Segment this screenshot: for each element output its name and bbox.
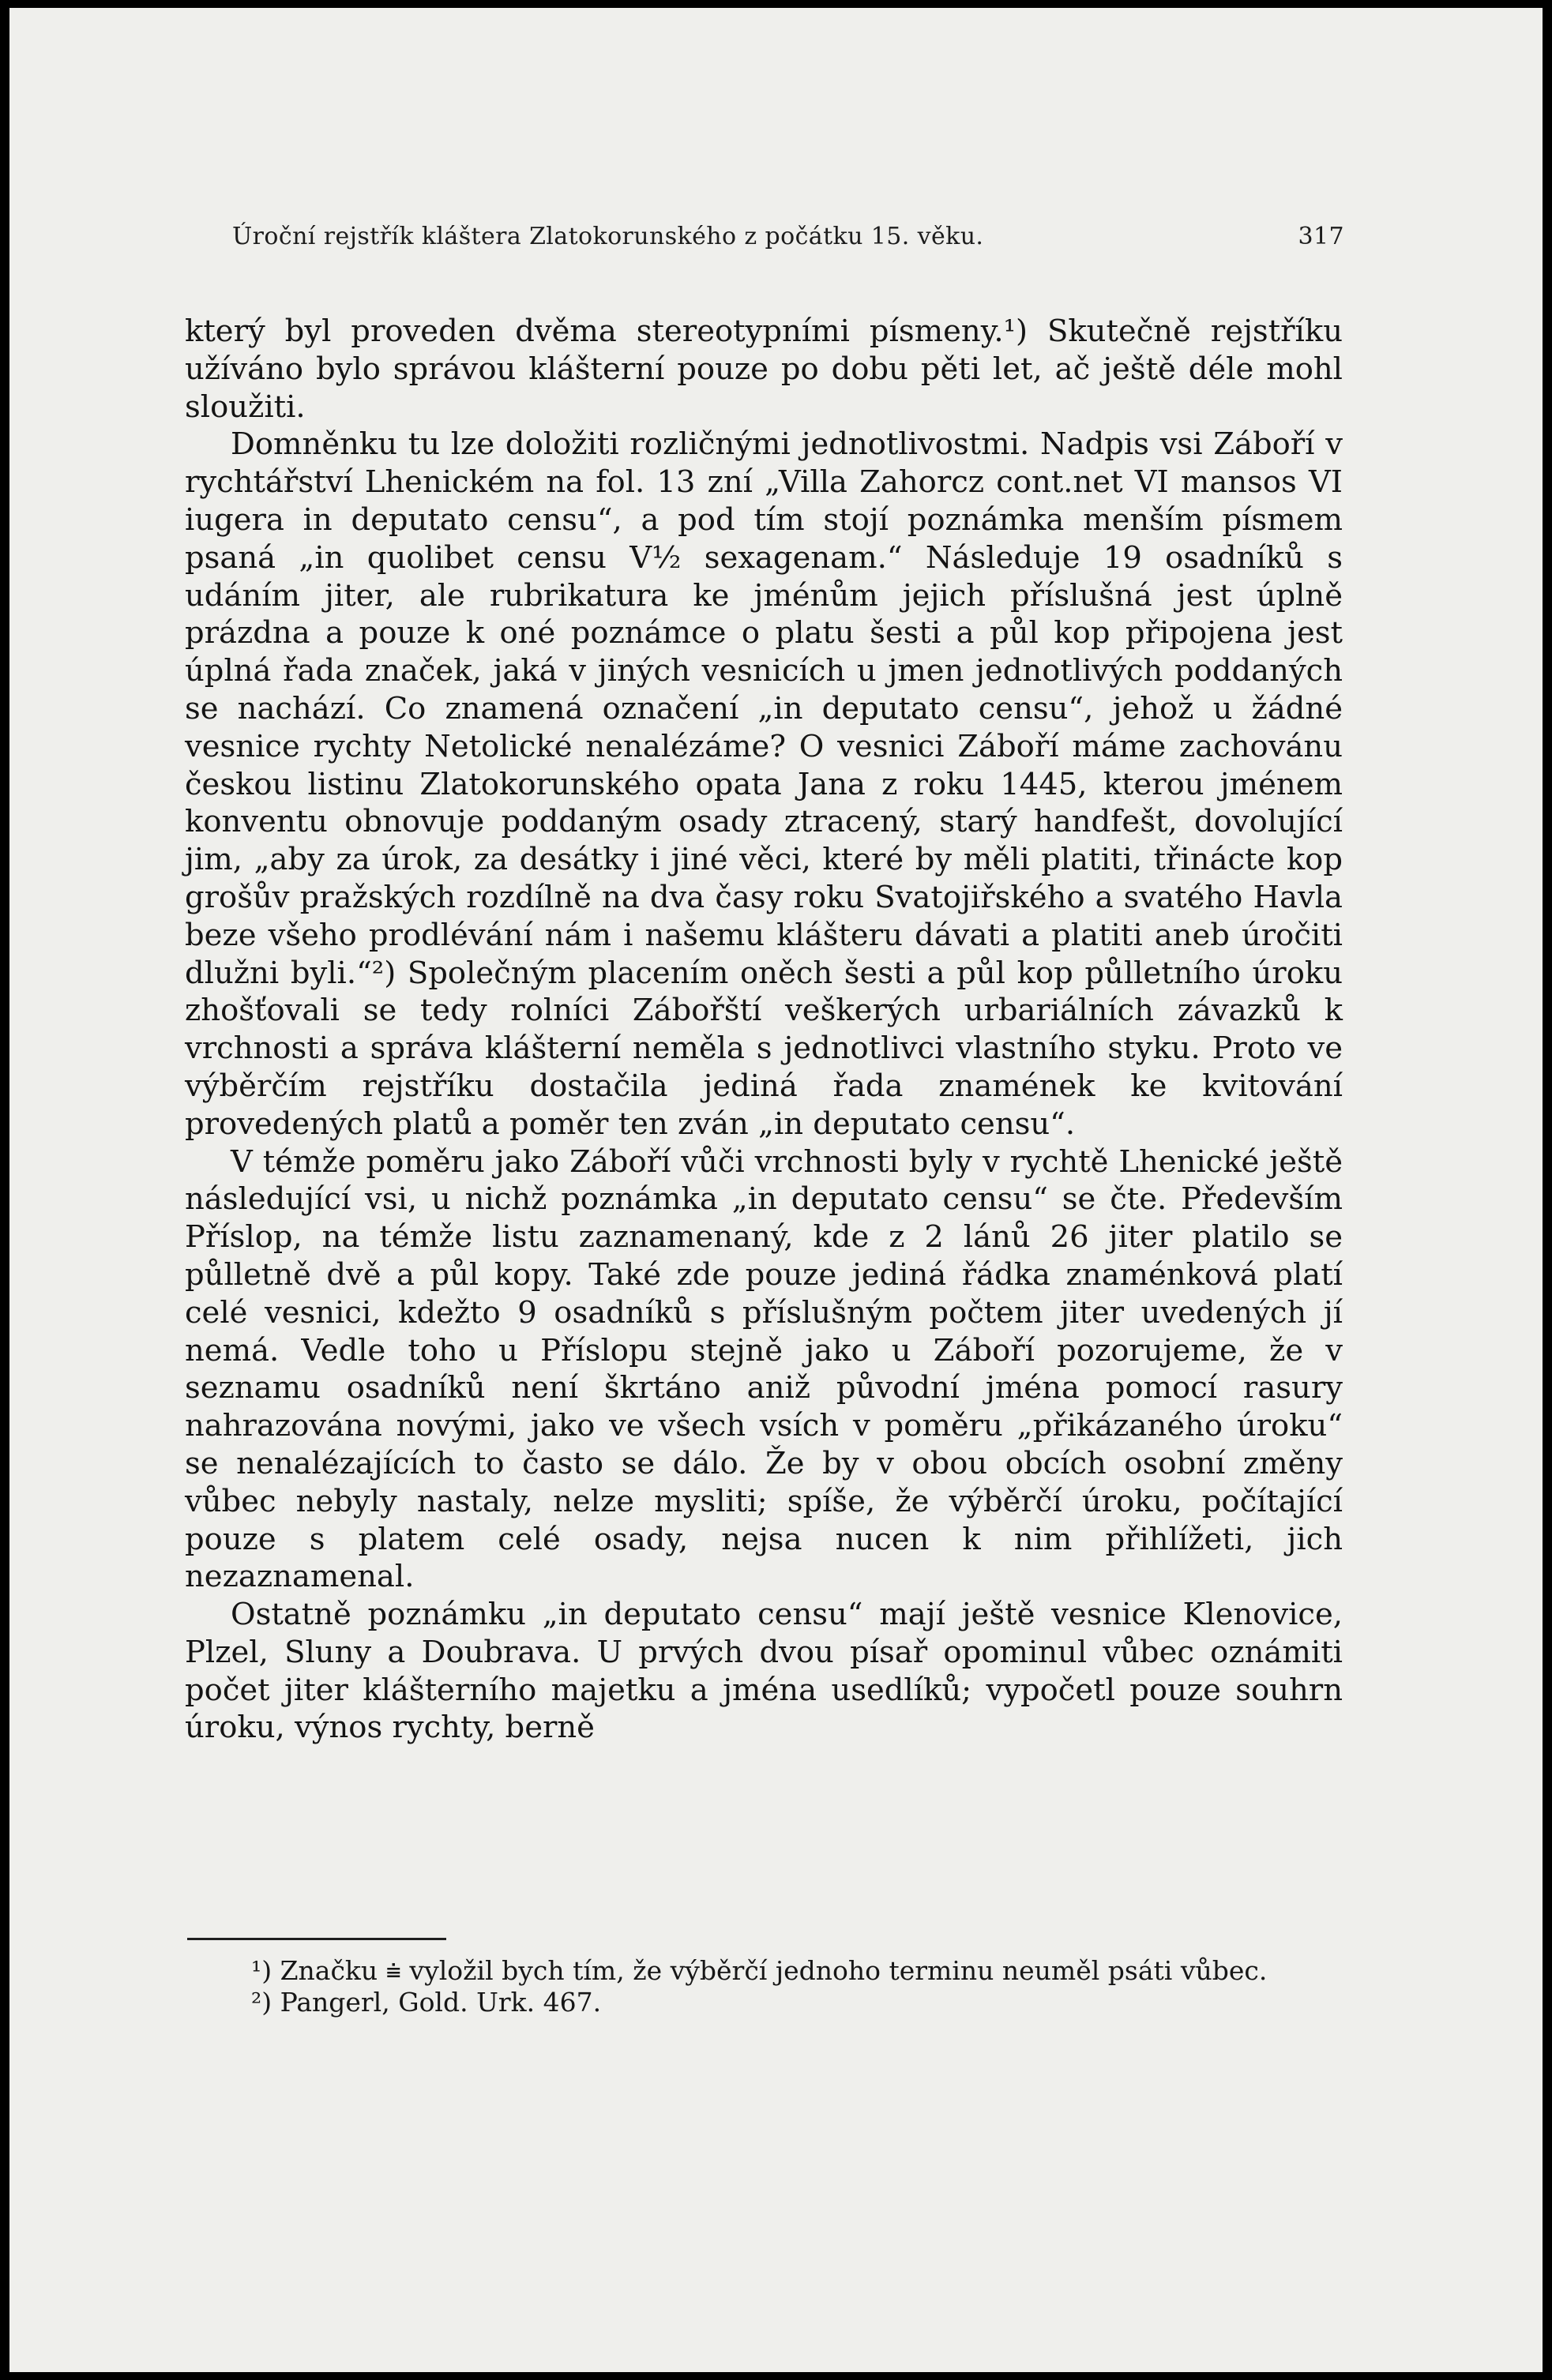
main-text — [185, 313, 1343, 1747]
paragraph-1: který byl proveden dvěma stereotypními písmeny.¹) Skutečně rejstříku užíváno bylo správou klášterní pouze po dobu pěti let, ač ještě déle mohl sloužiti. — [185, 313, 1343, 425]
running-title: Úroční rejstřík kláštera Zlatokorunského z počátku 15. věku. — [232, 223, 984, 250]
page-number: 317 — [1298, 223, 1344, 250]
footnote-1: ¹) Značku ⩧ vyložil bych tím, že výběrčí jednoho terminu neuměl psáti vůbec. — [251, 1955, 1268, 1986]
footnotes — [185, 1955, 1343, 2018]
footnote-2: ²) Pangerl, Gold. Urk. 467. — [251, 1987, 602, 2018]
footnote-rule — [187, 1938, 446, 1940]
running-header — [232, 223, 1344, 250]
paragraph-4: Ostatně poznámku „in deputato censu“ mají ještě vesnice Klenovice, Plzel, Sluny a Doubrava. U prvých dvou písař opominul vůbec oznámiti počet jiter klášterního majetku a jména usedlíků; vypočetl pouze souhrn úroku, výnos rychty, berně — [185, 1597, 1343, 1746]
book-page — [9, 8, 1543, 2372]
paragraph-2: Domněnku tu lze doložiti rozličnými jednotlivostmi. Nadpis vsi Záboří v rychtářství Lhenickém na fol. 13 zní „Villa Zahorcz cont.net VI mansos VI iugera in deputato censu“, a pod tím stojí poznámka menším písmem psaná „in quolibet censu V½ sexagenam.“ Následuje 19 osadníků s udáním jiter, ale rubrikatura ke jménům jejich příslušná jest úplně prázdna a pouze k oné poznámce o platu šesti a půl kop připojena jest úplná řada značek, jaká v jiných vesnicích u jmen jednotlivých poddaných se nachází. Co znamená označení „in deputato censu“, jehož u žádné vesnice rychty Netolické nenalézáme? O vesnici Záboří máme zachovánu českou listinu Zlatokorunského opata Jana z roku 1445, kterou jménem konventu obnovuje poddaným osady ztracený, starý handfešt, dovolující jim, „aby za úrok, za desátky i jiné věci, které by měli platiti, třinácte kop grošův pražských rozdílně na dva časy roku Svatojiřského a svatého Havla beze všeho prodlévání nám i našemu klášteru dávati a platiti aneb úročiti dlužni byli.“²) Společným placením oněch šesti a půl kop půlletního úroku zhošťovali se tedy rolníci Zábořští veškerých urbariálních závazků k vrchnosti a správa klášterní neměla s jednotlivci vlastního styku. Proto ve výběrčím rejstříku dostačila jediná řada znamének ke kvitování provedených platů a poměr ten zván „in deputato censu“. — [185, 426, 1343, 1142]
paragraph-3: V témže poměru jako Záboří vůči vrchnosti byly v rychtě Lhenické ještě následující vsi, u nichž poznámka „in deputato censu“ se čte. Především Příslop, na témže listu zaznamenaný, kde z 2 lánů 26 jiter platilo se půlletně dvě a půl kopy. Také zde pouze jediná řádka znaménková platí celé vesnici, kdežto 9 osadníků s příslušným počtem jiter uvedených jí nemá. Vedle toho u Příslopu stejně jako u Záboří pozorujeme, že v seznamu osadníků není škrtáno aniž původní jména pomocí rasury nahrazována novými, jako ve všech vsích v poměru „přikázaného úroku“ se nenalézajících to často se dálo. Že by v obou obcích osobní změny vůbec nebyly nastaly, nelze mysliti; spíše, že výběrčí úroku, počítající pouze s platem celé osady, nejsa nucen k nim přihlížeti, jich nezaznamenal. — [185, 1143, 1343, 1595]
